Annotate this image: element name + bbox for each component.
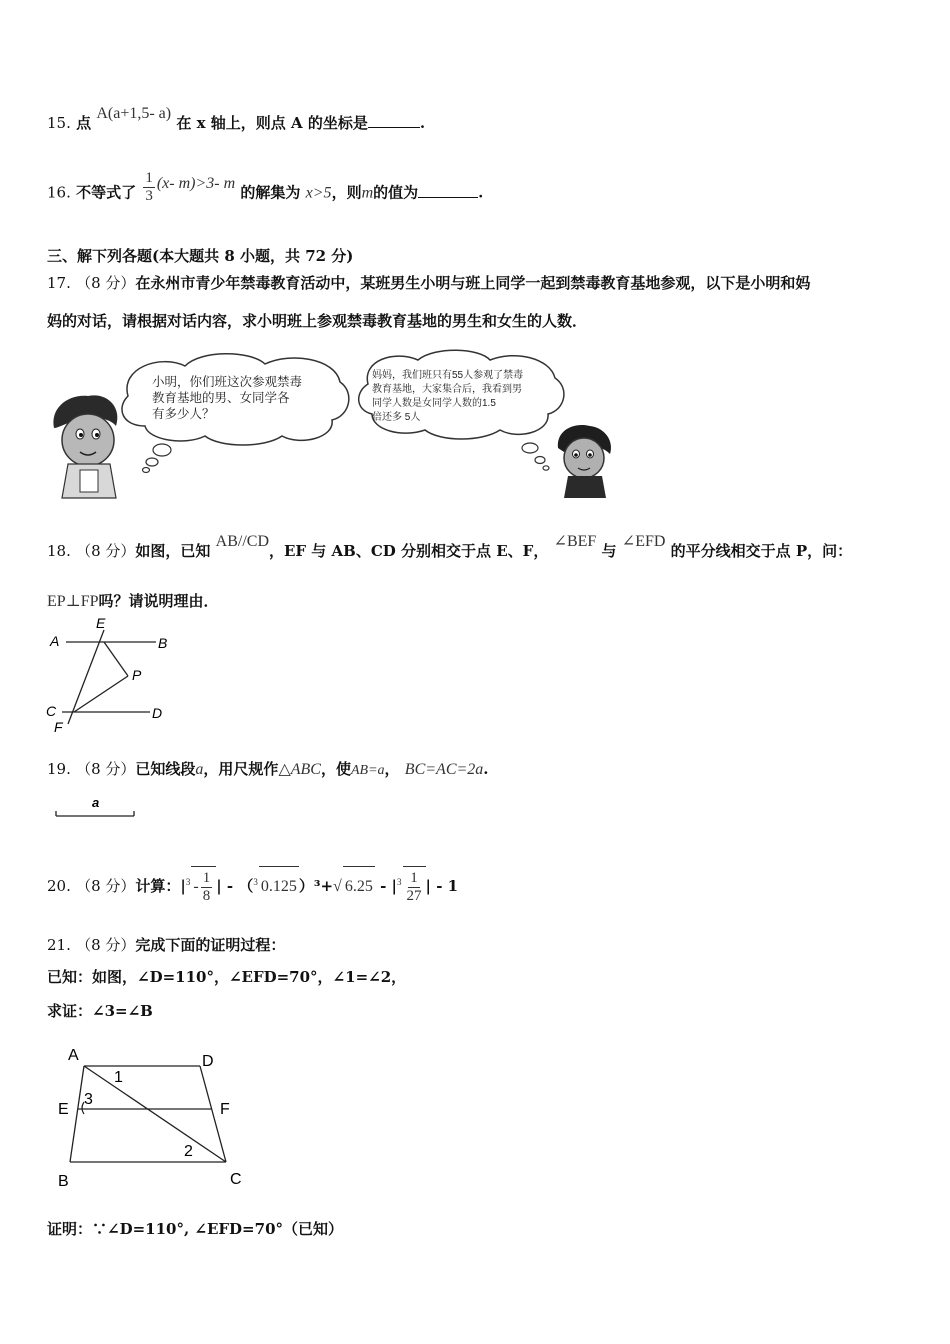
- bubble-right-line: 教育基地，大家集合后，我看到男: [372, 384, 522, 395]
- label-D: D: [152, 705, 163, 721]
- question-20: 20. （8 分）计算：$|^3$ - $\frac{1}{8}$ | - （$^3$ 0.125 ）³+√ $6.25 - |^3$ $\frac{1}{27}$ | - 1: [47, 862, 458, 907]
- question-points: （8 分）: [76, 274, 136, 292]
- question-21-title: 21. （8 分）完成下面的证明过程：: [47, 936, 286, 954]
- label-F: F: [220, 1101, 230, 1118]
- bubble-left-line: 教育基地的男、女同学各: [152, 391, 290, 405]
- label-B: B: [58, 1173, 69, 1190]
- label-3: 3: [84, 1091, 93, 1108]
- cube-root: 0.125: [259, 866, 299, 907]
- label-C: C: [46, 703, 57, 719]
- fraction: $\frac{1}{3}$: [145, 170, 153, 204]
- bubble-right-line: 同学人数是女同学人数的1.5: [372, 398, 496, 409]
- question-points: （8 分）: [76, 877, 136, 895]
- label-F: F: [54, 719, 63, 735]
- question-21-given: 已知：如图，∠D=110°，∠EFD=70°，∠1=∠2，: [47, 968, 407, 986]
- label-A: A: [50, 633, 60, 649]
- question-number: 15.: [47, 114, 71, 132]
- label-D: D: [202, 1053, 214, 1070]
- section-title: 三、解下列各题(本大题共 8 小题，共 72 分): [47, 247, 354, 265]
- answer-blank: [368, 113, 420, 128]
- cube-root: - $\frac{1}{8}$: [191, 866, 216, 907]
- question-text: 在 x 轴上，则点 A 的坐标是: [176, 114, 368, 132]
- label-1: 1: [114, 1069, 123, 1086]
- thought-bubble-right: [359, 350, 564, 470]
- label-2: 2: [184, 1143, 193, 1160]
- question-text: 点: [76, 114, 92, 132]
- boy-figure: [558, 425, 611, 498]
- question-points: （8 分）: [76, 760, 136, 778]
- question-text: 不等式了: [76, 183, 137, 202]
- math-expression: A(a+1,5- a): [96, 105, 172, 122]
- question-number: 17.: [47, 274, 71, 292]
- label-C: C: [230, 1171, 242, 1188]
- bubble-left-line: 小明，你们班这次参观禁毒: [152, 375, 303, 389]
- question-text: 的解集为: [240, 183, 301, 202]
- cube-root: $\frac{1}{27}$: [403, 866, 426, 907]
- bubble-left-line: 有多少人？: [152, 407, 215, 421]
- question-points: （8 分）: [76, 936, 136, 954]
- question-number: 21.: [47, 936, 71, 954]
- segment-label: a: [92, 795, 100, 810]
- parallel-lines-diagram: [44, 614, 179, 736]
- square-root: 6.25: [343, 866, 375, 907]
- label-E: E: [96, 615, 106, 631]
- question-number: 16.: [47, 183, 71, 202]
- question-number: 20.: [47, 877, 71, 895]
- question-21-prove: 求证：∠3=∠B: [47, 1002, 153, 1020]
- question-18-line-1: 18. （8 分）如图，已知 AB//CD，EF 与 AB、CD 分别相交于点 E、F， ∠BEF 与 ∠EFD 的平分线相交于点 P，问：: [47, 533, 853, 560]
- mother-figure: [53, 395, 117, 498]
- label-E: E: [58, 1101, 69, 1118]
- bubble-right-line: 妈妈，我们班只有55人参观了禁毒: [372, 370, 524, 381]
- question-points: （8 分）: [76, 542, 136, 560]
- question-number: 18.: [47, 542, 71, 560]
- label-B: B: [158, 635, 168, 651]
- answer-blank: [418, 183, 478, 198]
- question-21-proof: 证明：∵∠D=110°, ∠EFD=70°（已知）: [47, 1220, 344, 1238]
- question-19: 19. （8 分）已知线段a，用尺规作△ABC，使AB=a， BC=AC=2a.: [47, 760, 489, 778]
- segment-a: [54, 794, 140, 820]
- math-expression: (x- m)>3- m: [156, 174, 236, 192]
- bubble-right-line: 倍还多 5人: [372, 412, 421, 423]
- label-A: A: [68, 1047, 79, 1064]
- question-text: 在永州市青少年禁毒教育活动中，某班男生小明与班上同学一起到禁毒教育基地参观，以下是小明和妈: [135, 274, 811, 292]
- question-17-line-1: [47, 272, 810, 293]
- label-P: P: [132, 667, 142, 683]
- dialogue-illustration: [50, 348, 620, 504]
- question-number: 19.: [47, 760, 71, 778]
- question-18-line-2: EP⊥FP吗？请说明理由．: [47, 592, 219, 610]
- question-17-line-2: 妈的对话，请根据对话内容，求小明班上参观禁毒教育基地的男生和女生的人数．: [47, 312, 588, 330]
- question-15: 15. 点 A(a+1,5- a) 在 x 轴上，则点 A 的坐标是 .: [47, 105, 426, 132]
- question-16: 16. 不等式了 $\frac{1}{3}$ (x- m)>3- m 的解集为 x>5，则m的值为 .: [47, 170, 484, 204]
- trapezoid-diagram: [54, 1042, 254, 1194]
- thought-bubble-left: [122, 354, 349, 473]
